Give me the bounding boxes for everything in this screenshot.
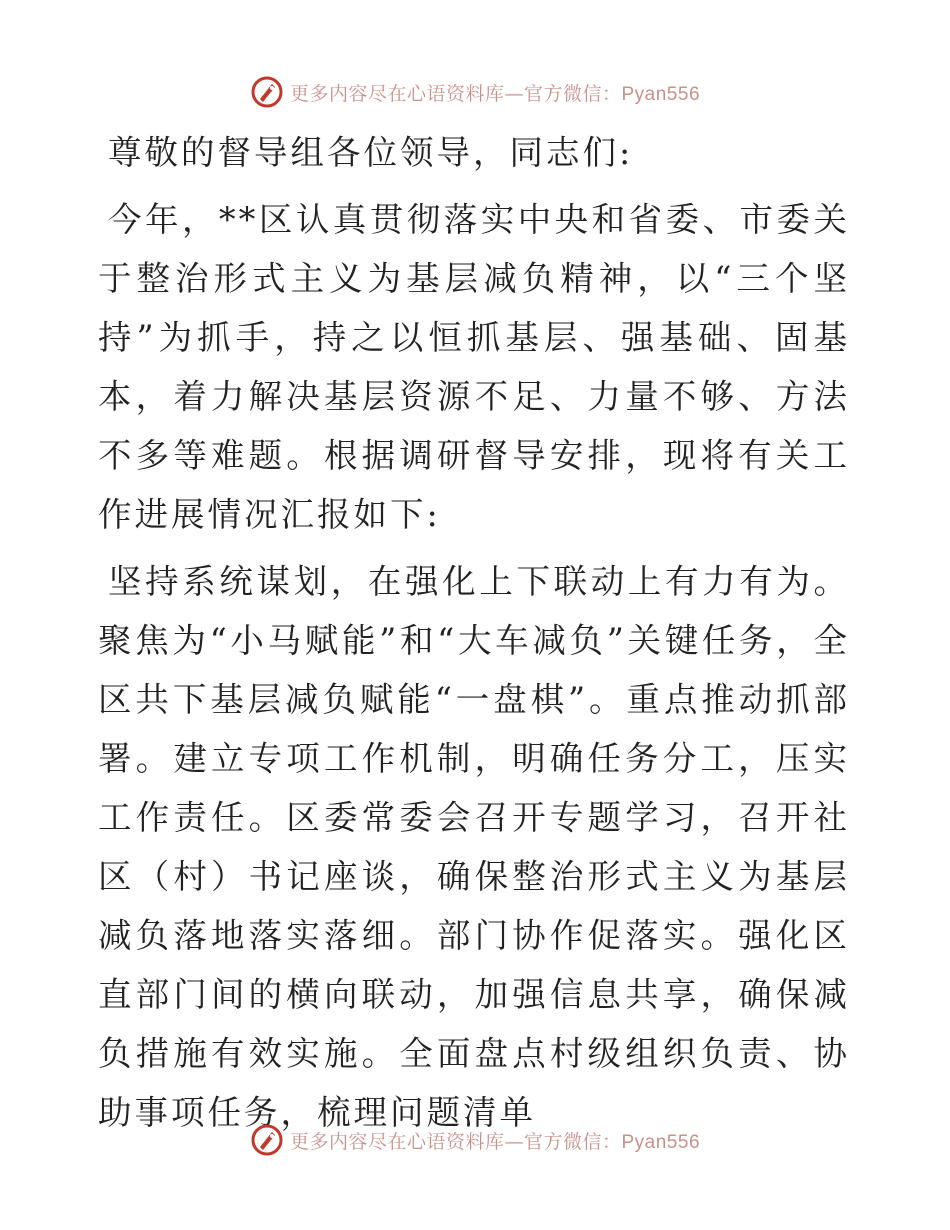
pen-nib-logo-icon [250,75,284,109]
paragraph-systematic-planning: 坚持系统谋划，在强化上下联动上有力有为。聚焦为“小马赋能”和“大车减负”关键任务，全区共下基层减负赋能“一盘棋”。重点推动抓部署。建立专项工作机制，明确任务分工，压实工作责任。区委常委会召开专题学习，召开社区（村）书记座谈，确保整治形式主义为基层减负落地落实落细。部门协作促落实。强化区直部门间的横向联动，加强信息共享，确保减负措施有效实施。全面盘点村级组织负责、协助事项任务，梳理问题清单 [98,562,850,1132]
watermark-header [0,72,950,112]
watermark-wechat-id: Pyan556 [621,83,701,105]
document-body [98,118,850,1142]
pen-nib-logo-icon [250,1123,284,1157]
salutation: 尊敬的督导组各位领导，同志们: [108,133,634,172]
watermark-text: 更多内容尽在心语资料库—官方微信： [289,82,622,105]
watermark-text: 更多内容尽在心语资料库—官方微信： [289,1130,622,1153]
watermark-wechat-id: Pyan556 [621,1131,701,1153]
paragraph-intro: 今年，**区认真贯彻落实中央和省委、市委关于整治形式主义为基层减负精神，以“三个坚持”为抓手，持之以恒抓基层、强基础、固基本，着力解决基层资源不足、力量不够、方法不多等难题。根据调研督导安排，现将有关工作进展情况汇报如下: [98,200,850,534]
watermark-footer [0,1120,950,1160]
